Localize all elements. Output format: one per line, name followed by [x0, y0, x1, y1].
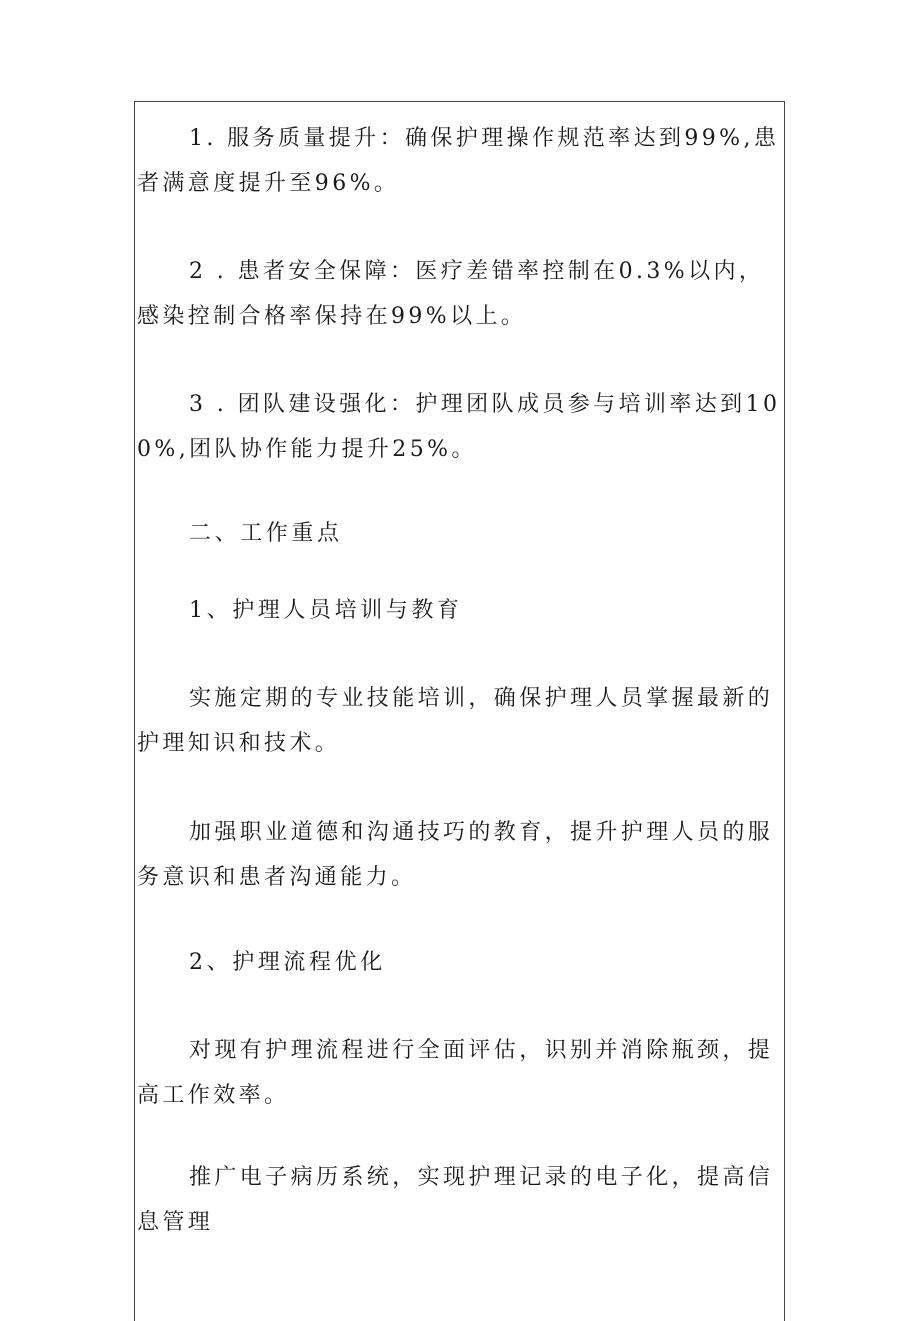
goal-team-building: 3 . 团队建设强化：护理团队成员参与培训率达到100%,团队协作能力提升25%。: [137, 392, 781, 462]
training-item-skills: 实施定期的专业技能培训，确保护理人员掌握最新的护理知识和技术。: [137, 686, 774, 756]
goal-patient-safety: 2 . 患者安全保障：医疗差错率控制在0.3%以内，感染控制合格率保持在99%以上。: [137, 259, 765, 329]
goal-service-quality: 1. 服务质量提升：确保护理操作规范率达到99%,患者满意度提升至96%。: [137, 126, 780, 196]
section-heading-work-focus: 二、工作重点: [189, 521, 343, 546]
process-item-emr: 推广电子病历系统，实现护理记录的电子化，提高信息管理: [137, 1165, 774, 1235]
subheading-process-optimization: 2、护理流程优化: [189, 950, 386, 975]
training-item-ethics: 加强职业道德和沟通技巧的教育，提升护理人员的服务意识和患者沟通能力。: [137, 820, 774, 890]
process-item-evaluation: 对现有护理流程进行全面评估，识别并消除瓶颈，提高工作效率。: [137, 1038, 774, 1108]
subheading-staff-training: 1、护理人员培训与教育: [189, 598, 463, 623]
